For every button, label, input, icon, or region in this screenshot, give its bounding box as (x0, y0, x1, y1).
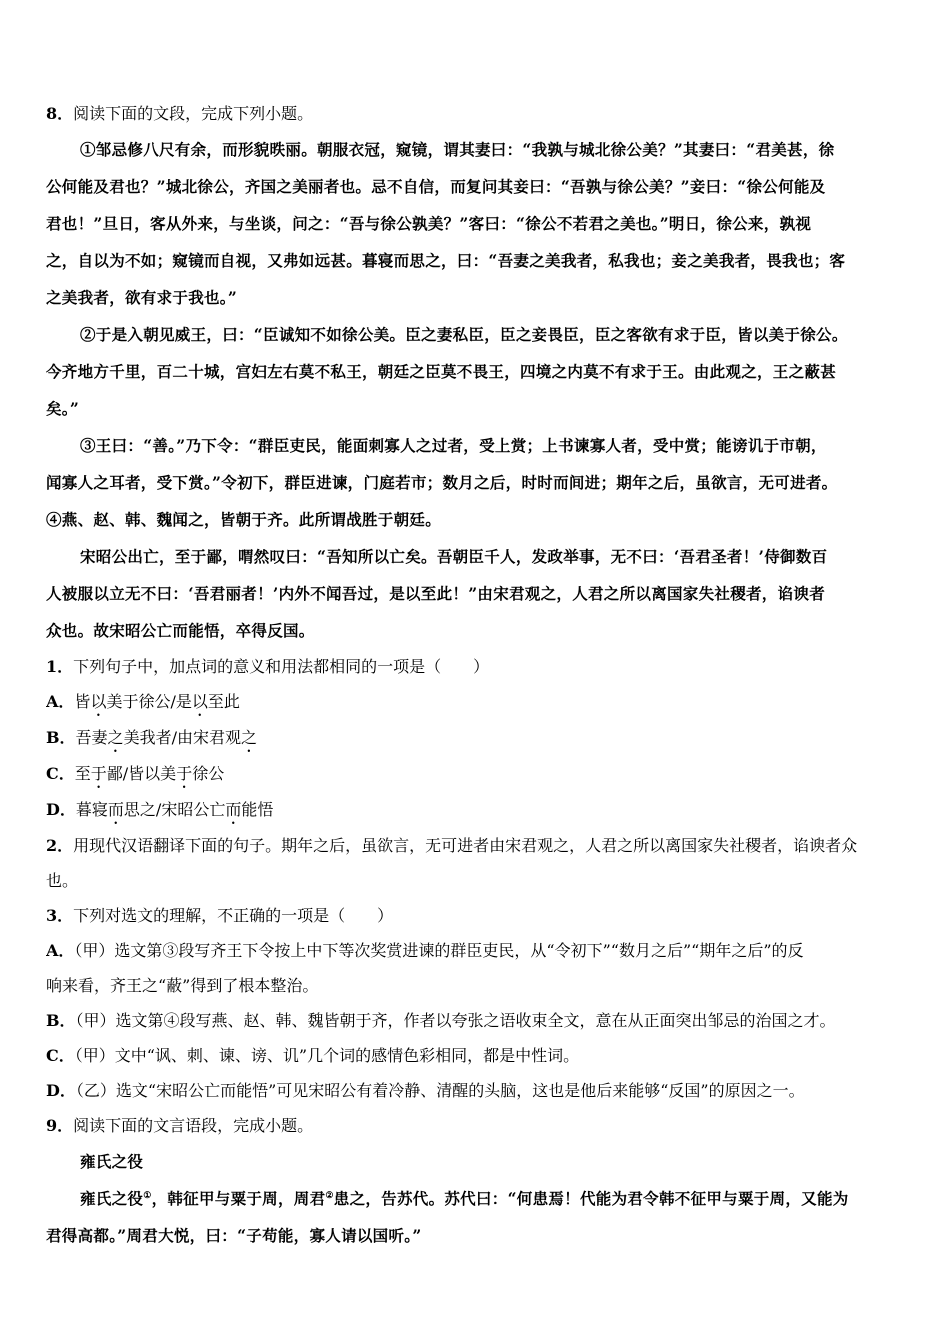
option-label: B． (46, 728, 76, 747)
option-text: 至 (74, 764, 91, 783)
passage-line: 众也。故宋昭公亡而能悟，卒得反国。 (46, 621, 315, 640)
option-label: D． (46, 1081, 76, 1100)
option-text: 至此 (207, 692, 240, 711)
option-text: 徐公 (192, 764, 225, 783)
passage-text: 患之，告苏代。苏代曰：“何患焉！代能为君令韩不征甲与粟于周，又能为 (333, 1189, 849, 1208)
option-text: 吾妻 (75, 728, 108, 747)
option-text: （乙）选文“宋昭公亡而能悟”可见宋昭公有着冷静、清醒的头脑，这也是他后来能够“反国”的原因之一。 (75, 1081, 805, 1100)
passage-line: 闻寡人之耳者，受下赏。”令初下，群臣进谏，门庭若市；数月之后，时时而间进；期年之后，虽欲言，无可进者。 (46, 473, 838, 492)
passage-line: ④燕、赵、韩、魏闻之，皆朝于齐。此所谓战胜于朝廷。 (46, 510, 442, 529)
dotted-word: 之 (107, 728, 124, 747)
sub-question-text: 下列对选文的理解，不正确的一项是（ ） (73, 906, 394, 925)
passage-line: ③王曰：“善。”乃下令：“群臣吏民，能面刺寡人之过者，受上赏；上书谏寡人者，受中赏；能谤讥于市朝， (80, 436, 827, 455)
dotted-word: 而 (225, 800, 242, 819)
sub-question-3 (46, 898, 904, 1108)
dotted-word: 之 (240, 728, 257, 747)
option-a (46, 933, 904, 968)
option-text: （甲）文中“讽、刺、谏、谤、讥”几个词的感情色彩相同，都是中性词。 (74, 1046, 580, 1065)
option-label: B． (46, 1011, 76, 1030)
sub-question-stem (46, 828, 904, 863)
passage-text: 雍氏之役 (80, 1189, 144, 1208)
passage-line: 今齐地方千里，百二十城，宫妇左右莫不私王，朝廷之臣莫不畏王，四境之内莫不有求于王。由此观之，王之蔽甚 (46, 362, 837, 381)
sub-question-2 (46, 828, 904, 898)
option-label: A． (46, 692, 75, 711)
question-8-heading (46, 96, 904, 131)
sub-question-number: 2． (46, 836, 74, 855)
option-label: A． (46, 941, 75, 960)
passage-title: 雍氏之役 (80, 1152, 144, 1171)
passage-b (46, 538, 904, 649)
footnote-marker: ① (143, 1190, 152, 1201)
passage-line: 之美我者，欲有求于我也。” (46, 288, 238, 307)
option-label: D． (46, 800, 76, 819)
passage-line: 人被服以立无不曰：‘吾君丽者！’内外不闻吾过，是以至此！”由宋君观之，人君之所以离国家失社稷者，谄谀者 (46, 584, 826, 603)
passage-text: ，韩征甲与粟于周，周君 (151, 1189, 326, 1208)
option-text: 思之/宋昭公亡 (123, 800, 226, 819)
option-text: （甲）选文第④段写燕、赵、韩、魏皆朝于齐，作者以夸张之语收束全文，意在从正面突出邹忌的治国之才。 (75, 1011, 836, 1030)
question-number: 8． (46, 104, 74, 123)
dotted-word: 于 (90, 764, 107, 783)
option-text: 美我者/由宋君观 (123, 728, 241, 747)
sub-question-text: 下列句子中，加点词的意义和用法都相同的一项是（ ） (73, 657, 490, 676)
question-text: 阅读下面的文言语段，完成小题。 (73, 1116, 314, 1135)
dotted-word: 于 (176, 764, 193, 783)
passage-line: ①邹忌修八尺有余，而形貌昳丽。朝服衣冠，窥镜，谓其妻曰：“我孰与城北徐公美？”其妻曰：“君美甚，徐 (80, 140, 835, 159)
option-a-cont: 响来看，齐王之“蔽”得到了根本整治。 (46, 976, 319, 995)
passage-line: 宋昭公出亡，至于鄙，喟然叹曰：“吾知所以亡矣。吾朝臣千人，发政举事，无不曰：‘吾君圣者！’侍御数百 (80, 547, 828, 566)
option-c (46, 756, 904, 792)
passage-a (46, 131, 904, 538)
option-d (46, 792, 904, 828)
option-text: （甲）选文第③段写齐王下令按上中下等次奖赏进谏的群臣吏民，从“令初下”“数月之后”“期年之后”的反 (74, 941, 804, 960)
option-text: 能悟 (241, 800, 274, 819)
option-b (46, 720, 904, 756)
dotted-word: 而 (107, 800, 124, 819)
passage-line: 矣。” (46, 399, 80, 418)
footnote-marker: ② (325, 1190, 334, 1201)
dotted-word: 以 (90, 692, 107, 711)
sub-question-1 (46, 649, 904, 828)
option-text: 皆 (74, 692, 91, 711)
question-9-heading (46, 1108, 904, 1143)
option-c (46, 1038, 904, 1073)
passage-line: 君得高都。”周君大悦，曰：“子苟能，寡人请以国听。” (46, 1226, 422, 1245)
question-number: 9． (46, 1116, 74, 1135)
sub-question-text: 用现代汉语翻译下面的句子。期年之后，虽欲言，无可进者由宋君观之，人君之所以离国家失社稷者，谄谀者众 (73, 836, 858, 855)
sub-question-stem (46, 649, 904, 684)
sub-question-stem (46, 898, 904, 933)
sub-question-number: 3． (46, 906, 74, 925)
option-text: 暮寝 (75, 800, 108, 819)
passage-line: 之，自以为不如；窥镜而自视，又弗如远甚。暮寝而思之，曰：“吾妻之美我者，私我也；妾之美我者，畏我也；客 (46, 251, 846, 270)
passage-line: 公何能及君也？”城北徐公，齐国之美丽者也。忌不自信，而复问其妾曰：“吾孰与徐公美？”妾曰：“徐公何能及 (46, 177, 826, 196)
sub-question-number: 1． (46, 657, 74, 676)
option-text: 鄙/皆以美 (106, 764, 177, 783)
option-label: C． (46, 1046, 75, 1065)
passage-line (46, 1180, 904, 1217)
option-b (46, 1003, 904, 1038)
question-text: 阅读下面的文段，完成下列小题。 (73, 104, 314, 123)
passage-line: 君也！”旦日，客从外来，与坐谈，问之：“吾与徐公孰美？”客曰：“徐公不若君之美也。”明日，徐公来，孰视 (46, 214, 812, 233)
dotted-word: 以 (191, 692, 208, 711)
option-label: C． (46, 764, 75, 783)
option-a (46, 684, 904, 720)
option-text: 美于徐公/是 (106, 692, 192, 711)
passage-line: ②于是入朝见威王，曰：“臣诚知不如徐公美。臣之妻私臣，臣之妾畏臣，臣之客欲有求于臣，皆以美于徐公。 (80, 325, 848, 344)
option-d (46, 1073, 904, 1108)
sub-question-text-cont: 也。 (46, 871, 79, 890)
